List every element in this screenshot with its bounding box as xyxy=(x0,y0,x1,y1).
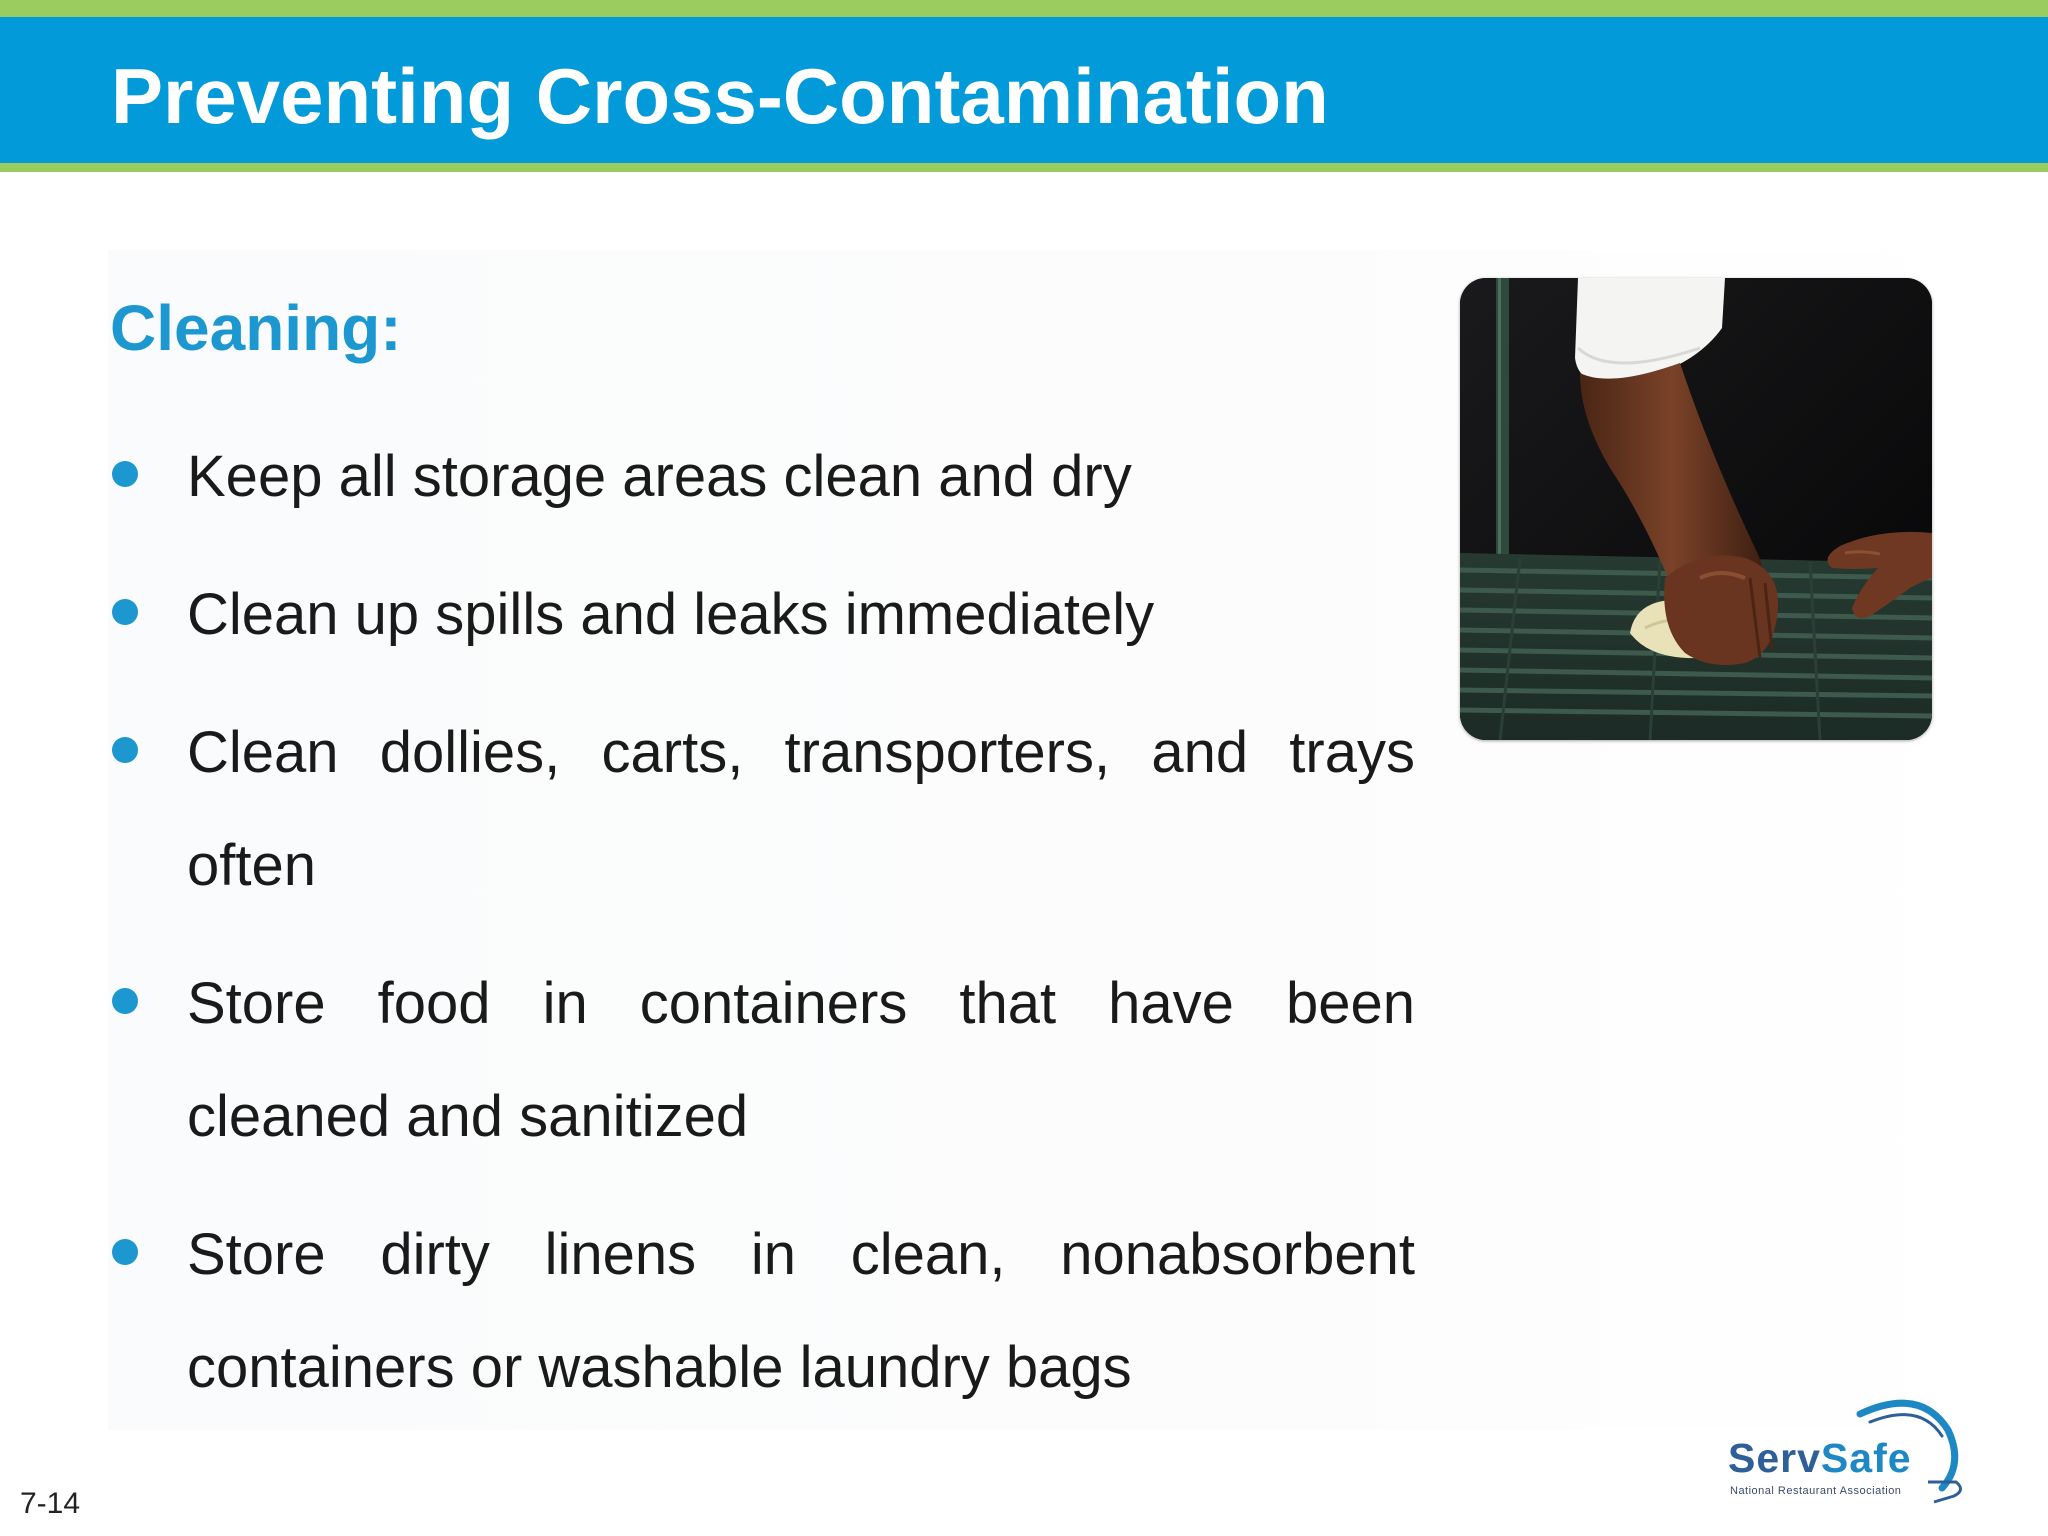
list-item xyxy=(110,1198,1415,1424)
header-bottom-rule xyxy=(0,163,2048,172)
bullet-text: Clean up spills and leaks immediately xyxy=(187,582,1155,647)
logo-word-safe: Safe xyxy=(1820,1435,1912,1481)
bullet-text: Store food in containers that have been cleaned and sanitized xyxy=(187,971,1415,1149)
bullet-text: Store dirty linens in clean, nonabsorbent containers or washable laundry bags xyxy=(187,1222,1415,1400)
logo-wordmark xyxy=(1728,1434,1912,1482)
bullet-text: Clean dollies, carts, transporters, and trays often xyxy=(187,720,1415,898)
bullet-dot-icon xyxy=(112,599,138,625)
bullet-dot-icon xyxy=(112,737,138,763)
bullet-dot-icon xyxy=(112,988,138,1014)
list-item xyxy=(110,696,1415,922)
list-item xyxy=(110,420,1415,533)
bullet-dot-icon xyxy=(112,1239,138,1265)
wiping-shelf-photo xyxy=(1460,278,1932,740)
logo-tagline: National Restaurant Association xyxy=(1730,1485,1902,1497)
logo-word-serv: Serv xyxy=(1728,1435,1821,1481)
slide-title: Preventing Cross-Contamination xyxy=(111,52,1329,140)
bullet-list xyxy=(110,420,1415,1449)
header-top-stripe xyxy=(0,0,2048,17)
section-heading: Cleaning: xyxy=(110,292,402,364)
servsafe-logo xyxy=(1720,1392,1976,1512)
slide-number: 7-14 xyxy=(20,1487,81,1520)
bullet-text: Keep all storage areas clean and dry xyxy=(187,444,1132,509)
list-item xyxy=(110,947,1415,1173)
bullet-dot-icon xyxy=(112,461,138,487)
list-item xyxy=(110,558,1415,671)
